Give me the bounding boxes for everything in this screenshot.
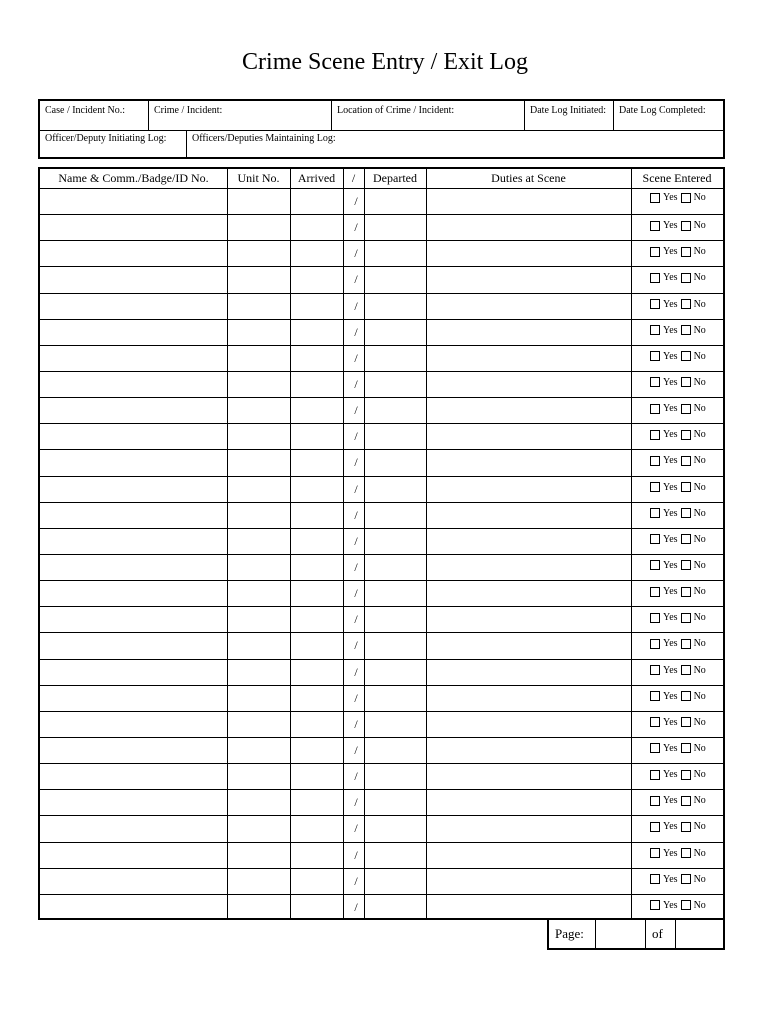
no-label: No: [693, 220, 706, 232]
scene-entered-choice: [650, 717, 730, 728]
scene-entered-choice: [650, 691, 730, 702]
scene-entered-choice: [650, 795, 730, 806]
arrived-departed-separator: /: [354, 847, 358, 862]
no-label: No: [693, 690, 706, 702]
yes-checkbox[interactable]: [650, 221, 660, 231]
no-label: No: [693, 429, 706, 441]
no-checkbox[interactable]: [681, 430, 691, 440]
arrived-departed-separator: /: [354, 769, 358, 784]
log-row[interactable]: [40, 240, 723, 266]
log-row[interactable]: [40, 659, 723, 685]
no-label: No: [693, 821, 706, 833]
yes-label: Yes: [663, 481, 678, 493]
no-checkbox[interactable]: [681, 247, 691, 257]
arrived-departed-separator: /: [354, 298, 358, 313]
log-row[interactable]: [40, 293, 723, 319]
yes-checkbox[interactable]: [650, 351, 660, 361]
yes-label: Yes: [663, 220, 678, 232]
yes-label: Yes: [663, 586, 678, 598]
yes-checkbox[interactable]: [650, 456, 660, 466]
yes-checkbox[interactable]: [650, 822, 660, 832]
column-header-scene-entered: Scene Entered: [642, 171, 712, 185]
yes-checkbox[interactable]: [650, 691, 660, 701]
date-completed-label: Date Log Completed:: [619, 105, 706, 116]
no-label: No: [693, 481, 706, 493]
page-label: Page:: [555, 926, 584, 941]
no-label: No: [693, 350, 706, 362]
scene-entered-choice: [650, 874, 730, 885]
arrived-departed-separator: /: [354, 742, 358, 757]
scene-entered-choice: [650, 377, 730, 388]
yes-label: Yes: [663, 742, 678, 754]
scene-entered-choice: [650, 586, 730, 597]
no-label: No: [693, 586, 706, 598]
arrived-departed-separator: /: [354, 507, 358, 522]
yes-label: Yes: [663, 192, 678, 203]
log-row[interactable]: [40, 632, 723, 658]
yes-checkbox[interactable]: [650, 743, 660, 753]
no-checkbox[interactable]: [681, 273, 691, 283]
no-checkbox[interactable]: [681, 587, 691, 597]
scene-entered-choice: [650, 769, 730, 780]
scene-entered-choice: [650, 192, 730, 203]
no-checkbox[interactable]: [681, 221, 691, 231]
no-label: No: [693, 455, 706, 467]
yes-checkbox[interactable]: [650, 900, 660, 910]
log-row[interactable]: [40, 449, 723, 475]
arrived-departed-separator: /: [354, 586, 358, 601]
yes-label: Yes: [663, 795, 678, 807]
log-row[interactable]: [40, 476, 723, 502]
no-label: No: [693, 559, 706, 571]
column-header-slash: /: [351, 171, 356, 185]
yes-label: Yes: [663, 847, 678, 859]
log-row[interactable]: [40, 842, 723, 868]
yes-label: Yes: [663, 612, 678, 624]
yes-label: Yes: [663, 298, 678, 310]
log-row[interactable]: [40, 371, 723, 397]
date-initiated-field[interactable]: [524, 101, 613, 130]
no-checkbox[interactable]: [681, 691, 691, 701]
yes-checkbox[interactable]: [650, 665, 660, 675]
crime-label: Crime / Incident:: [154, 105, 223, 116]
arrived-departed-separator: /: [354, 716, 358, 731]
arrived-departed-separator: /: [354, 481, 358, 496]
log-row[interactable]: [40, 266, 723, 292]
yes-checkbox[interactable]: [650, 299, 660, 309]
scene-entered-choice: [650, 743, 730, 754]
yes-checkbox[interactable]: [650, 508, 660, 518]
arrived-departed-separator: /: [354, 272, 358, 287]
column-header-arrived: Arrived: [297, 171, 336, 185]
yes-checkbox[interactable]: [650, 247, 660, 257]
yes-label: Yes: [663, 638, 678, 650]
yes-label: Yes: [663, 873, 678, 885]
location-label: Location of Crime / Incident:: [337, 105, 455, 116]
yes-checkbox[interactable]: [650, 874, 660, 884]
no-label: No: [693, 612, 706, 624]
arrived-departed-separator: /: [354, 194, 358, 208]
yes-checkbox[interactable]: [650, 770, 660, 780]
no-checkbox[interactable]: [681, 796, 691, 806]
arrived-departed-separator: /: [354, 873, 358, 888]
crime-field[interactable]: [148, 101, 331, 130]
scene-entered-choice: [650, 246, 730, 257]
no-checkbox[interactable]: [681, 193, 691, 203]
scene-entered-choice: [650, 351, 730, 362]
scene-entered-choice: [650, 612, 730, 623]
column-header-name: Name & Comm./Badge/ID No.: [58, 171, 209, 185]
log-row[interactable]: [40, 423, 723, 449]
log-row[interactable]: [40, 789, 723, 815]
case-info-row-1: [40, 101, 723, 131]
yes-label: Yes: [663, 429, 678, 441]
yes-label: Yes: [663, 455, 678, 467]
log-row[interactable]: [40, 397, 723, 423]
yes-label: Yes: [663, 350, 678, 362]
scene-entered-choice: [650, 220, 730, 231]
scene-entered-choice: [650, 848, 730, 859]
no-label: No: [693, 795, 706, 807]
yes-checkbox[interactable]: [650, 482, 660, 492]
scene-entered-choice: [650, 534, 730, 545]
no-checkbox[interactable]: [681, 665, 691, 675]
case-info-row-2: [40, 130, 723, 157]
scene-entered-choice: [650, 508, 730, 519]
yes-checkbox[interactable]: [650, 560, 660, 570]
log-row[interactable]: [40, 319, 723, 345]
no-label: No: [693, 664, 706, 676]
arrived-departed-separator: /: [354, 795, 358, 810]
no-label: No: [693, 716, 706, 728]
arrived-departed-separator: /: [354, 429, 358, 444]
entry-exit-log-table: [38, 167, 725, 920]
log-row[interactable]: [40, 763, 723, 789]
log-row[interactable]: [40, 554, 723, 580]
yes-label: Yes: [663, 507, 678, 519]
arrived-departed-separator: /: [354, 690, 358, 705]
officer-initiating-field[interactable]: [40, 130, 186, 157]
log-row[interactable]: [40, 737, 723, 763]
yes-label: Yes: [663, 716, 678, 728]
no-checkbox[interactable]: [681, 534, 691, 544]
no-checkbox[interactable]: [681, 717, 691, 727]
scene-entered-choice: [650, 821, 730, 832]
arrived-departed-separator: /: [354, 559, 358, 574]
no-label: No: [693, 324, 706, 336]
yes-checkbox[interactable]: [650, 587, 660, 597]
column-header-duties: Duties at Scene: [491, 171, 566, 185]
no-label: No: [693, 272, 706, 284]
yes-label: Yes: [663, 272, 678, 284]
no-label: No: [693, 533, 706, 545]
no-label: No: [693, 847, 706, 859]
no-checkbox[interactable]: [681, 639, 691, 649]
no-label: No: [693, 192, 706, 203]
case-info-box: [38, 99, 725, 159]
page-number-field[interactable]: [595, 920, 645, 948]
yes-checkbox[interactable]: [650, 325, 660, 335]
date-completed-field[interactable]: [613, 101, 723, 130]
log-row[interactable]: [40, 868, 723, 894]
yes-checkbox[interactable]: [650, 193, 660, 203]
arrived-departed-separator: /: [354, 403, 358, 418]
yes-label: Yes: [663, 246, 678, 258]
arrived-departed-separator: /: [354, 533, 358, 548]
log-row[interactable]: [40, 214, 723, 240]
scene-entered-choice: [650, 560, 730, 571]
of-label: of: [645, 920, 675, 948]
no-checkbox[interactable]: [681, 743, 691, 753]
log-row[interactable]: [40, 188, 723, 214]
arrived-departed-separator: /: [354, 376, 358, 391]
officers-maintaining-field[interactable]: [186, 130, 723, 157]
yes-label: Yes: [663, 664, 678, 676]
log-row[interactable]: [40, 502, 723, 528]
yes-label: Yes: [663, 324, 678, 336]
arrived-departed-separator: /: [354, 664, 358, 679]
scene-entered-choice: [650, 665, 730, 676]
location-field[interactable]: [331, 101, 524, 130]
no-checkbox[interactable]: [681, 351, 691, 361]
arrived-departed-separator: /: [354, 612, 358, 627]
page-title: Crime Scene Entry / Exit Log: [242, 49, 528, 75]
no-label: No: [693, 638, 706, 650]
arrived-departed-separator: /: [354, 350, 358, 365]
scene-entered-choice: [650, 299, 730, 310]
no-checkbox[interactable]: [681, 456, 691, 466]
no-checkbox[interactable]: [681, 770, 691, 780]
yes-checkbox[interactable]: [650, 639, 660, 649]
no-checkbox[interactable]: [681, 848, 691, 858]
yes-checkbox[interactable]: [650, 534, 660, 544]
no-checkbox[interactable]: [681, 613, 691, 623]
yes-label: Yes: [663, 403, 678, 415]
scene-entered-choice: [650, 482, 730, 493]
log-row[interactable]: [40, 345, 723, 371]
scene-entered-choice: [650, 900, 730, 911]
yes-label: Yes: [663, 559, 678, 571]
no-checkbox[interactable]: [681, 482, 691, 492]
no-checkbox[interactable]: [681, 404, 691, 414]
no-checkbox[interactable]: [681, 822, 691, 832]
log-row[interactable]: [40, 580, 723, 606]
no-checkbox[interactable]: [681, 874, 691, 884]
yes-checkbox[interactable]: [650, 613, 660, 623]
no-label: No: [693, 742, 706, 754]
arrived-departed-separator: /: [354, 899, 358, 914]
case-number-field[interactable]: [40, 101, 148, 130]
no-checkbox[interactable]: [681, 900, 691, 910]
page-number-box: [547, 918, 725, 950]
column-header-departed: Departed: [373, 171, 417, 185]
log-row[interactable]: [40, 685, 723, 711]
no-label: No: [693, 376, 706, 388]
scene-entered-choice: [650, 403, 730, 414]
no-label: No: [693, 899, 706, 911]
arrived-departed-separator: /: [354, 220, 358, 235]
yes-label: Yes: [663, 376, 678, 388]
yes-label: Yes: [663, 899, 678, 911]
no-label: No: [693, 873, 706, 885]
column-header-unit: Unit No.: [237, 171, 280, 185]
no-label: No: [693, 246, 706, 258]
scene-entered-choice: [650, 325, 730, 336]
yes-label: Yes: [663, 769, 678, 781]
arrived-departed-separator: /: [354, 638, 358, 653]
total-pages-field[interactable]: [675, 920, 723, 948]
arrived-departed-separator: /: [354, 455, 358, 470]
yes-checkbox[interactable]: [650, 430, 660, 440]
log-row[interactable]: [40, 528, 723, 554]
yes-checkbox[interactable]: [650, 377, 660, 387]
no-checkbox[interactable]: [681, 560, 691, 570]
yes-checkbox[interactable]: [650, 717, 660, 727]
log-row[interactable]: [40, 815, 723, 841]
yes-checkbox[interactable]: [650, 848, 660, 858]
scene-entered-choice: [650, 638, 730, 649]
officers-maintaining-label: Officers/Deputies Maintaining Log:: [192, 133, 336, 144]
scene-entered-choice: [650, 429, 730, 440]
log-row[interactable]: [40, 894, 723, 920]
date-initiated-label: Date Log Initiated:: [530, 105, 607, 116]
no-checkbox[interactable]: [681, 508, 691, 518]
no-label: No: [693, 769, 706, 781]
scene-entered-choice: [650, 455, 730, 466]
no-label: No: [693, 298, 706, 310]
no-label: No: [693, 507, 706, 519]
no-label: No: [693, 403, 706, 415]
arrived-departed-separator: /: [354, 324, 358, 339]
case-number-label: Case / Incident No.:: [45, 105, 125, 116]
arrived-departed-separator: /: [354, 246, 358, 261]
yes-checkbox[interactable]: [650, 796, 660, 806]
log-row[interactable]: [40, 606, 723, 632]
no-checkbox[interactable]: [681, 325, 691, 335]
yes-label: Yes: [663, 821, 678, 833]
officer-initiating-label: Officer/Deputy Initiating Log:: [45, 133, 167, 144]
yes-label: Yes: [663, 690, 678, 702]
log-row[interactable]: [40, 711, 723, 737]
arrived-departed-separator: /: [354, 821, 358, 836]
yes-checkbox[interactable]: [650, 273, 660, 283]
no-checkbox[interactable]: [681, 377, 691, 387]
scene-entered-choice: [650, 272, 730, 283]
yes-label: Yes: [663, 533, 678, 545]
no-checkbox[interactable]: [681, 299, 691, 309]
yes-checkbox[interactable]: [650, 404, 660, 414]
